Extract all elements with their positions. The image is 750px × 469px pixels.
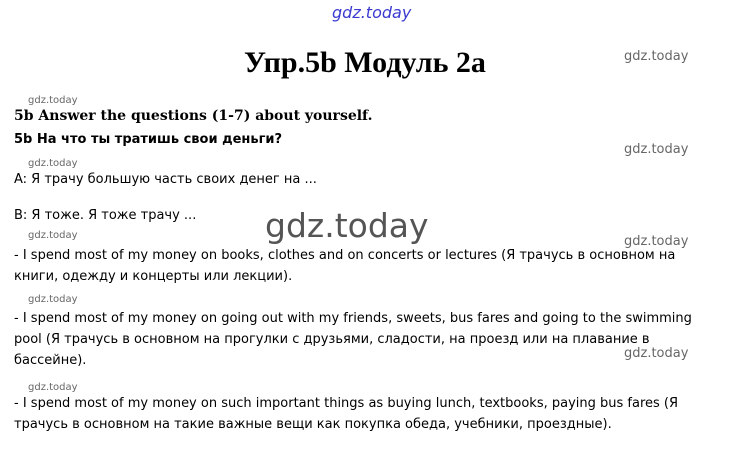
watermark-right-3: gdz.today — [624, 234, 689, 249]
watermark-left-1: gdz.today — [28, 95, 78, 106]
watermark-top: gdz.today — [332, 3, 412, 22]
watermark-left-5: gdz.today — [28, 382, 78, 393]
answer-paragraph-1: - I spend most of my money on books, clothes and on concerts or lectures (Я трачусь в основном на книги, одежду и концерты или лекции). — [14, 248, 676, 284]
exercise-heading-ru: 5b На что ты тратишь свои деньги? — [14, 132, 283, 147]
watermark-right-2: gdz.today — [624, 142, 689, 157]
answer-paragraph-2: - I spend most of my money on going out with my friends, sweets, bus fares and going to the swimming pool (Я трачусь в основном на прогулки с друзьями, сладости, на проезд или на плавание в бассейне). — [14, 311, 692, 368]
watermark-left-3: gdz.today — [28, 230, 78, 241]
dialog-line-a: A: Я трачу большую часть своих денег на ... — [14, 172, 317, 187]
watermark-right-1: gdz.today — [624, 49, 689, 64]
exercise-heading-en: 5b Answer the questions (1-7) about yourself. — [14, 108, 373, 124]
watermark-left-2: gdz.today — [28, 158, 78, 169]
dialog-line-b: B: Я тоже. Я тоже трачу ... — [14, 208, 197, 223]
watermark-left-4: gdz.today — [28, 294, 78, 305]
answer-paragraph-3: - I spend most of my money on such important things as buying lunch, textbooks, paying bus fares (Я трачусь в основном на такие важные вещи как покупка обеда, учебники, проездные). — [14, 396, 679, 432]
page-title: Упр.5b Модуль 2a — [244, 46, 486, 79]
watermark-right-4: gdz.today — [624, 346, 689, 361]
watermark-center: gdz.today — [265, 206, 429, 245]
